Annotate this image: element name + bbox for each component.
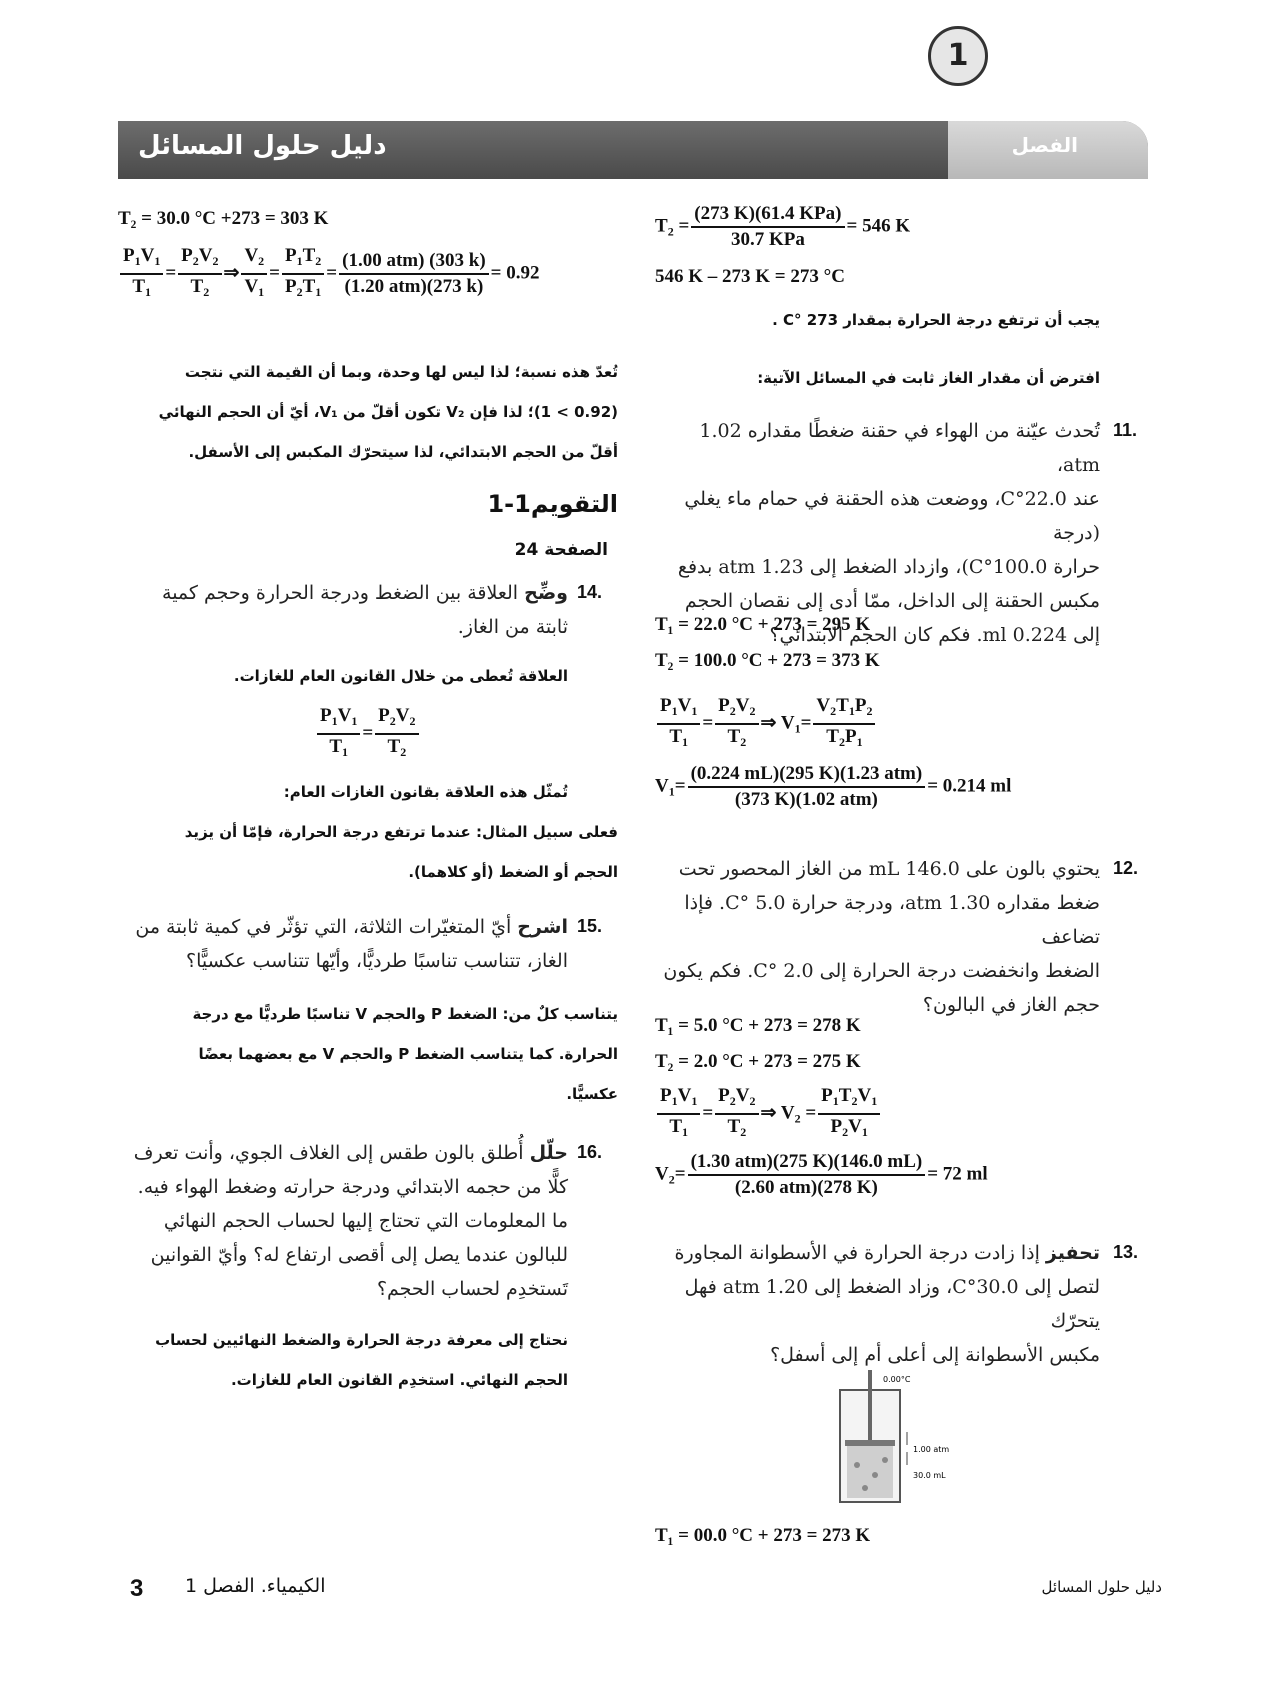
q16-lead: حلّل xyxy=(529,1142,568,1164)
q14-number: 14. xyxy=(577,582,603,602)
t2-numerator: (273 K)(61.4 KPa) xyxy=(691,202,844,228)
right-conclusion: يجب أن ترتفع درجة الحرارة بمقدار 273 °C . xyxy=(772,311,1100,329)
q12-number: 12. xyxy=(1113,858,1139,878)
q14-answer1: العلاقة تُعطى من خلال القانون العام للغازات. xyxy=(233,667,568,685)
q12-v2-denominator: (2.60 atm)(278 K) xyxy=(734,1177,878,1198)
q14-text xyxy=(118,576,568,644)
q13-line: إذا زادت درجة الحرارة في الأسطوانة المجاورة xyxy=(674,1242,1046,1264)
q15-answer-line: عكسيًّا. xyxy=(566,1085,618,1103)
header-title: دليل حلول المسائل xyxy=(138,131,387,161)
right-t2-line2: 546 K – 273 K = 273 °C xyxy=(655,266,845,287)
q11-line: إلى 0.224 ml. فكم كان الحجم الابتدائي؟ xyxy=(769,624,1100,646)
right-assume: افترض أن مقدار الغاز ثابت في المسائل الآتية: xyxy=(757,369,1100,387)
q12-t2: T₂ = 2.0 °C + 273 = 275 K xyxy=(655,1051,861,1072)
figure-label-temp: 0.00°C xyxy=(883,1375,911,1384)
note-line: (0.92 > 1)؛ لذا فإن V₂ تكون أقلّ من V₁، أيّ أن الحجم النهائي xyxy=(158,403,618,421)
q16-text-line5: تَستخدِم لحساب الحجم؟ xyxy=(376,1278,568,1300)
q11-line: عند 22.0°C، ووضعت هذه الحقنة في حمام ماء يغلي (درجة xyxy=(684,488,1100,544)
q13-line: مكبس الأسطوانة إلى أعلى أم إلى أسفل؟ xyxy=(770,1344,1100,1366)
gas-volume xyxy=(847,1446,893,1498)
q11-v1-equation: $V_1=$ $\frac{\text{(0.224 mL)(295 K)(1.23 atm)}}{\text{(373 K)(1.02 atm)}}$ = 0.214 ml xyxy=(655,763,1012,810)
page-reference: الصفحة 24 xyxy=(514,540,608,560)
page-number: 3 xyxy=(130,1575,144,1602)
q11-v1-numerator: (0.224 mL)(295 K)(1.23 atm) xyxy=(688,762,926,788)
ratio-denominator: (1.20 atm)(273 k) xyxy=(344,276,484,297)
note-line: أقلّ من الحجم الابتدائي، لذا سيتحرّك المكبس إلى الأسفل. xyxy=(188,443,618,461)
q14-answer4: الحجم أو الضغط (أو كلاهما). xyxy=(408,863,618,881)
q14-answer2: تُمثّل هذه العلاقة بقانون الغازات العام: xyxy=(283,783,568,801)
gas-particle xyxy=(862,1485,868,1491)
piston-rod xyxy=(868,1370,872,1440)
q12-line: ضغط مقداره 1.30 atm، ودرجة حرارة 5.0 °C. فإذا تضاعف xyxy=(684,892,1100,948)
q16-text xyxy=(118,1136,568,1306)
left-note xyxy=(118,352,618,472)
q12-gas-law: $\frac{P_1V_1}{T_1}$ = $\frac{P_2V_2}{T_2}$ ⇒ $V_2$ = $\frac{P_1T_2V_1}{P_2V_1}$ xyxy=(655,1084,882,1144)
q13-text xyxy=(655,1236,1100,1372)
q13-t1: T₁ = 00.0 °C + 273 = 273 K xyxy=(655,1525,871,1546)
q12-line: حجم الغاز في البالون؟ xyxy=(922,994,1100,1016)
piston xyxy=(845,1440,895,1446)
page-header xyxy=(118,121,1148,179)
left-ratio-equation: $\frac{P_1V_1}{T_1}$ = $\frac{P_2V_2}{T_2}$ ⇒ $\frac{V_2}{V_1}$ = $\frac{P_1T_2}{P_2T_1}$ = $\frac{\text{(1.00 atm) (303 k)}}{\text{(1.20 atm)(273 k)}}$ = 0.92 xyxy=(118,244,539,304)
gas-particle xyxy=(854,1462,860,1468)
figure-label-volume: 30.0 mL xyxy=(913,1471,946,1480)
q16-text-line4: للبالون عندما يصل إلى أقصى ارتفاع له؟ وأيّ القوانين xyxy=(150,1244,568,1266)
q14-text-line1: العلاقة بين الضغط ودرجة الحرارة وحجم كمية xyxy=(162,582,525,604)
gas-particle xyxy=(872,1472,878,1478)
ratio-result: = 0.92 xyxy=(490,262,540,284)
q16-answer xyxy=(118,1320,568,1400)
q13-line: لتصل إلى 30.0°C، وزاد الضغط إلى 1.20 atm فهل يتحرّك xyxy=(684,1276,1100,1332)
q11-line: حرارة 100.0°C)، وازداد الضغط إلى 1.23 atm بدفع xyxy=(677,556,1100,578)
left-t2-line: T₂ = 30.0 °C +273 = 303 K xyxy=(118,208,329,229)
q11-gas-law: $\frac{P_1V_1}{T_1}$ = $\frac{P_2V_2}{T_2}$ ⇒ $V_1=$ $\frac{V_2T_1P_2}{T_2P_1}$ xyxy=(655,694,877,754)
q15-answer-line: الحرارة. كما يتناسب الضغط P والحجم V مع بعضهما بعضًا xyxy=(198,1045,618,1063)
q12-line: يحتوي بالون على 146.0 mL من الغاز المحصور تحت xyxy=(678,858,1100,880)
q14-text-line2: ثابتة من الغاز. xyxy=(457,616,568,638)
q14-lead: وضِّح xyxy=(524,582,568,604)
note-line: تُعدّ هذه نسبة؛ لذا ليس لها وحدة، وبما أن القيمة التي نتجت xyxy=(184,363,618,381)
q16-text-line2: كلًّا من حجمه الابتدائي ودرجة حرارته وضغط الهواء فيه. xyxy=(137,1176,568,1198)
q11-number: 11. xyxy=(1113,420,1138,440)
q14-answer3: فعلى سبيل المثال: عندما ترتفع درجة الحرارة، فإمّا أن يزيد xyxy=(184,823,618,841)
header-chapter-label: الفصل xyxy=(1011,133,1078,157)
q11-t2: T₂ = 100.0 °C + 273 = 373 K xyxy=(655,650,880,671)
q16-text-line1: أُطلق بالون طقس إلى الغلاف الجوي، وأنت تعرف xyxy=(133,1142,530,1164)
q12-text xyxy=(655,852,1100,1022)
q15-text-line1: أيّ المتغيّرات الثلاثة، التي تؤثّر في كمية ثابتة من xyxy=(135,916,518,938)
q16-number: 16. xyxy=(577,1142,603,1162)
q11-v1-denominator: (373 K)(1.02 atm) xyxy=(734,789,878,810)
q12-v2-equation: $V_2=$ $\frac{\text{(1.30 atm)(275 K)(146.0 mL)}}{\text{(2.60 atm)(278 K)}}$ = 72 ml xyxy=(655,1151,988,1198)
q11-line: مكبس الحقنة إلى الداخل، ممّا أدى إلى نقصان الحجم xyxy=(684,590,1100,612)
q11-line: تُحدث عيّنة من الهواء في حقنة ضغطًا مقداره 1.02 atm، xyxy=(699,420,1100,476)
figure-label-pressure: 1.00 atm xyxy=(913,1445,950,1454)
q12-v2-numerator: (1.30 atm)(275 K)(146.0 mL) xyxy=(688,1150,926,1176)
t2-denominator: 30.7 KPa xyxy=(730,229,805,250)
q11-t1: T₁ = 22.0 °C + 273 = 295 K xyxy=(655,614,871,635)
footer-right-text: دليل حلول المسائل xyxy=(1041,1578,1162,1596)
q15-lead: اشرح xyxy=(517,916,568,938)
chapter-number-badge: 1 xyxy=(928,26,988,86)
q12-line: الضغط وانخفضت درجة الحرارة إلى 2.0 °C. فكم يكون xyxy=(663,960,1100,982)
q16-text-line3: ما المعلومات التي تحتاج إليها لحساب الحجم النهائي xyxy=(163,1210,568,1232)
q13-lead: تحفيز xyxy=(1045,1242,1100,1264)
footer-left-text: الكيمياء. الفصل 1 xyxy=(185,1575,326,1597)
q16-answer-line: الحجم النهائي. استخدِم القانون العام للغازات. xyxy=(230,1371,568,1389)
q16-answer-line: نحتاج إلى معرفة درجة الحرارة والضغط النهائيين لحساب xyxy=(155,1331,568,1349)
q15-text xyxy=(118,910,568,978)
q14-gas-law: $\frac{P_1V_1}{T_1}$ = $\frac{P_2V_2}{T_2}$ xyxy=(315,704,421,764)
cylinder-figure xyxy=(835,1370,995,1510)
q12-v2-result: = 72 ml xyxy=(927,1163,988,1185)
gas-particle xyxy=(882,1457,888,1463)
q11-v1-result: = 0.214 ml xyxy=(927,775,1012,797)
q15-number: 15. xyxy=(577,916,603,936)
ratio-numerator: (1.00 atm) (303 k) xyxy=(339,249,489,275)
q15-answer-line: يتناسب كلٌ من: الضغط P والحجم V تناسبًا طرديًّا مع درجة xyxy=(192,1005,618,1023)
section-title: التقويم1-1 xyxy=(487,490,618,518)
q15-answer xyxy=(118,994,618,1114)
t2-result: = 546 K xyxy=(846,215,911,237)
q12-t1: T₁ = 5.0 °C + 273 = 278 K xyxy=(655,1015,861,1036)
q13-number: 13. xyxy=(1113,1242,1139,1262)
q15-text-line2: الغاز، تتناسب تناسبًا طرديًّا، وأيّها تتناسب عكسيًّا؟ xyxy=(185,950,568,972)
right-t2-equation: $T_2$ = $\frac{\text{(273 K)(61.4 KPa)}}{\text{30.7 KPa}}$ = 546 K xyxy=(655,203,911,250)
